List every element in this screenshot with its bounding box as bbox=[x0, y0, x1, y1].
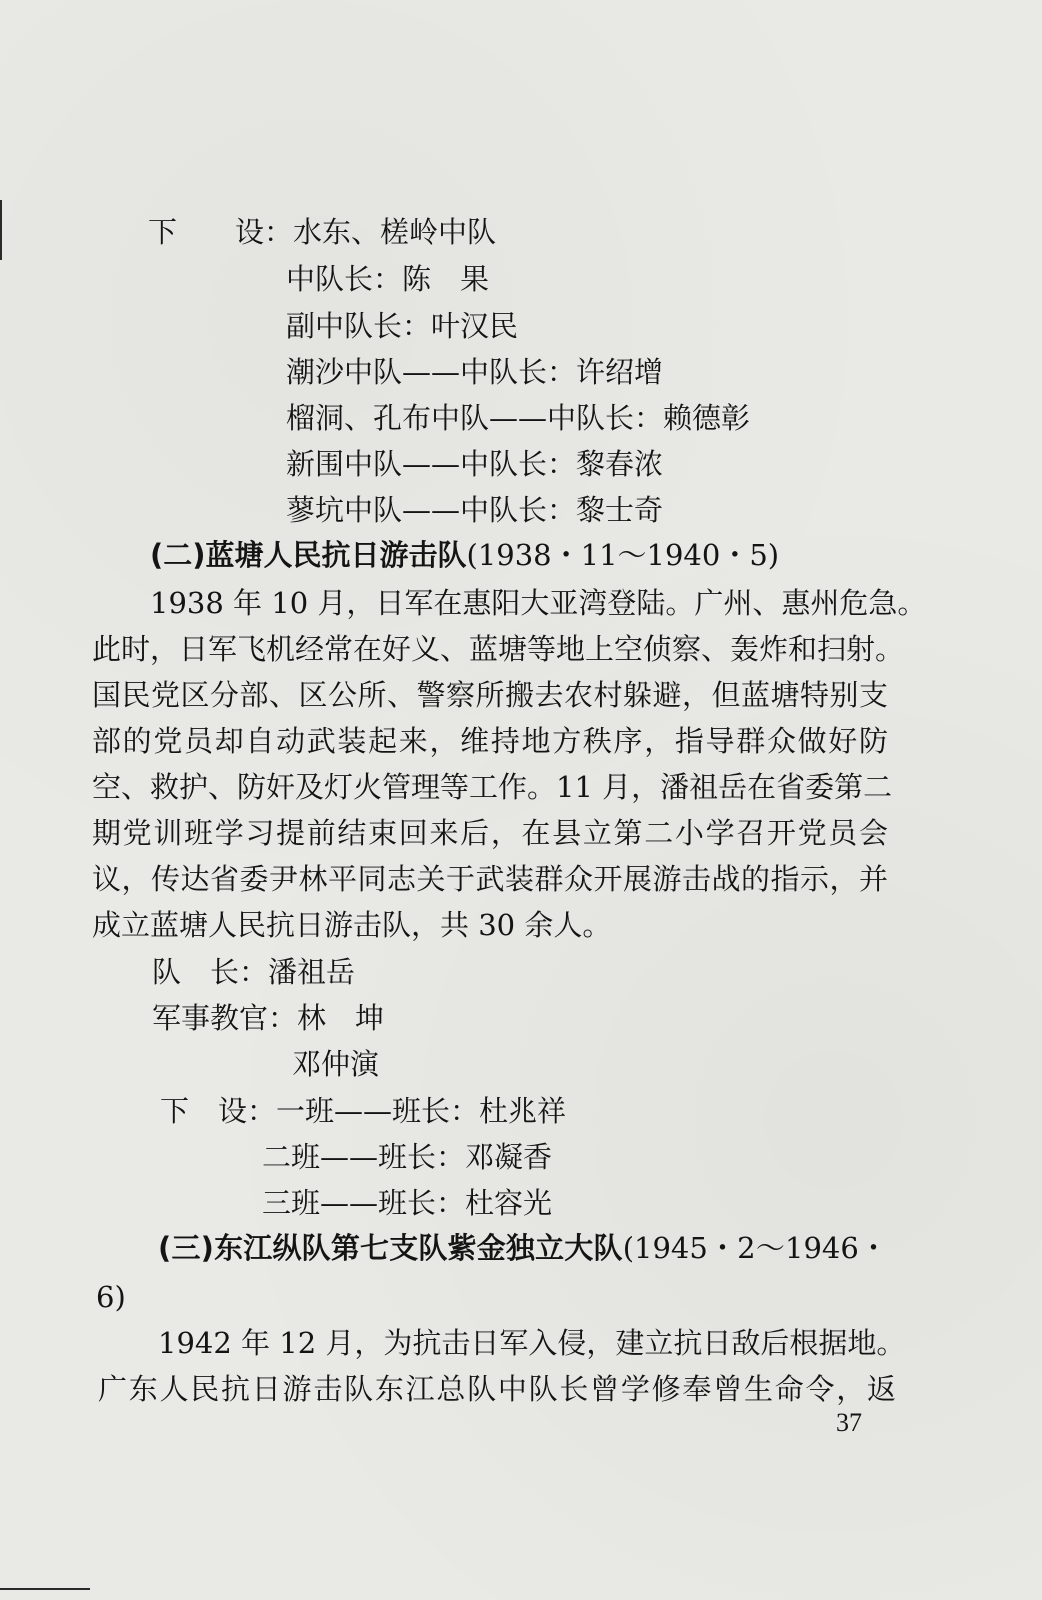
bottom-scan-edge-mark bbox=[0, 1588, 90, 1590]
squadron-vice-captain: 副中队长：叶汉民 bbox=[286, 309, 519, 343]
left-scan-edge-mark bbox=[0, 200, 2, 260]
liudong-squadron: 榴洞、孔布中队——中队长：赖德彰 bbox=[286, 401, 751, 435]
paragraph-line: 1942 年 12 月，为抗击日军入侵，建立抗日敌后根据地。 bbox=[158, 1326, 906, 1360]
paragraph-line: 国民党区分部、区公所、警察所搬去农村躲避，但蓝塘特别支 bbox=[92, 678, 888, 712]
paragraph-line: 广东人民抗日游击队东江总队中队长曾学修奉曾生命令，返 bbox=[98, 1372, 896, 1406]
squadron-captain: 中队长：陈 果 bbox=[286, 262, 490, 296]
squad-1: 下 设：一班——班长：杜兆祥 bbox=[160, 1094, 567, 1128]
paragraph-line: 空、救护、防奸及灯火管理等工作。11 月，潘祖岳在省委第二 bbox=[92, 770, 893, 804]
chaosha-squadron: 潮沙中队——中队长：许绍增 bbox=[286, 355, 664, 389]
paragraph-line: 期党训班学习提前结束回来后，在县立第二小学召开党员会 bbox=[92, 816, 888, 850]
paragraph-line: 此时，日军飞机经常在好义、蓝塘等地上空侦察、轰炸和扫射。 bbox=[92, 632, 905, 666]
squad-3: 三班——班长：杜容光 bbox=[262, 1186, 553, 1220]
section-heading-date-end: 6) bbox=[96, 1280, 126, 1314]
section-heading-date: (1945・2～1946・ bbox=[622, 1231, 888, 1265]
liaokeng-squadron: 蓼坑中队——中队长：黎士奇 bbox=[286, 493, 664, 527]
paragraph-line: 议，传达省委尹林平同志关于武装群众开展游击战的指示，并 bbox=[92, 862, 888, 896]
section-heading bbox=[150, 537, 779, 573]
paragraph-line: 1938 年 10 月，日军在惠阳大亚湾登陆。广州、惠州危急。 bbox=[150, 586, 927, 620]
subunits-heading: 下 设：水东、槎岭中队 bbox=[148, 215, 497, 249]
section-heading-date: (1938・11～1940・5) bbox=[466, 538, 780, 572]
xinwei-squadron: 新围中队——中队长：黎春浓 bbox=[286, 447, 664, 481]
page-number: 37 bbox=[836, 1408, 862, 1437]
military-instructor-2: 邓仲演 bbox=[292, 1047, 380, 1081]
military-instructor: 军事教官：林 坤 bbox=[152, 1001, 385, 1035]
section-heading-title: (三)东江纵队第七支队紫金独立大队 bbox=[158, 1231, 623, 1265]
section-heading bbox=[158, 1230, 888, 1266]
section-heading-title: (二)蓝塘人民抗日游击队 bbox=[150, 538, 467, 572]
squad-2: 二班——班长：邓凝香 bbox=[262, 1140, 553, 1174]
paragraph-line: 部的党员却自动武装起来，维持地方秩序，指导群众做好防 bbox=[92, 724, 888, 758]
team-leader: 队 长：潘祖岳 bbox=[152, 955, 356, 989]
paragraph-line: 成立蓝塘人民抗日游击队，共 30 余人。 bbox=[92, 908, 612, 942]
